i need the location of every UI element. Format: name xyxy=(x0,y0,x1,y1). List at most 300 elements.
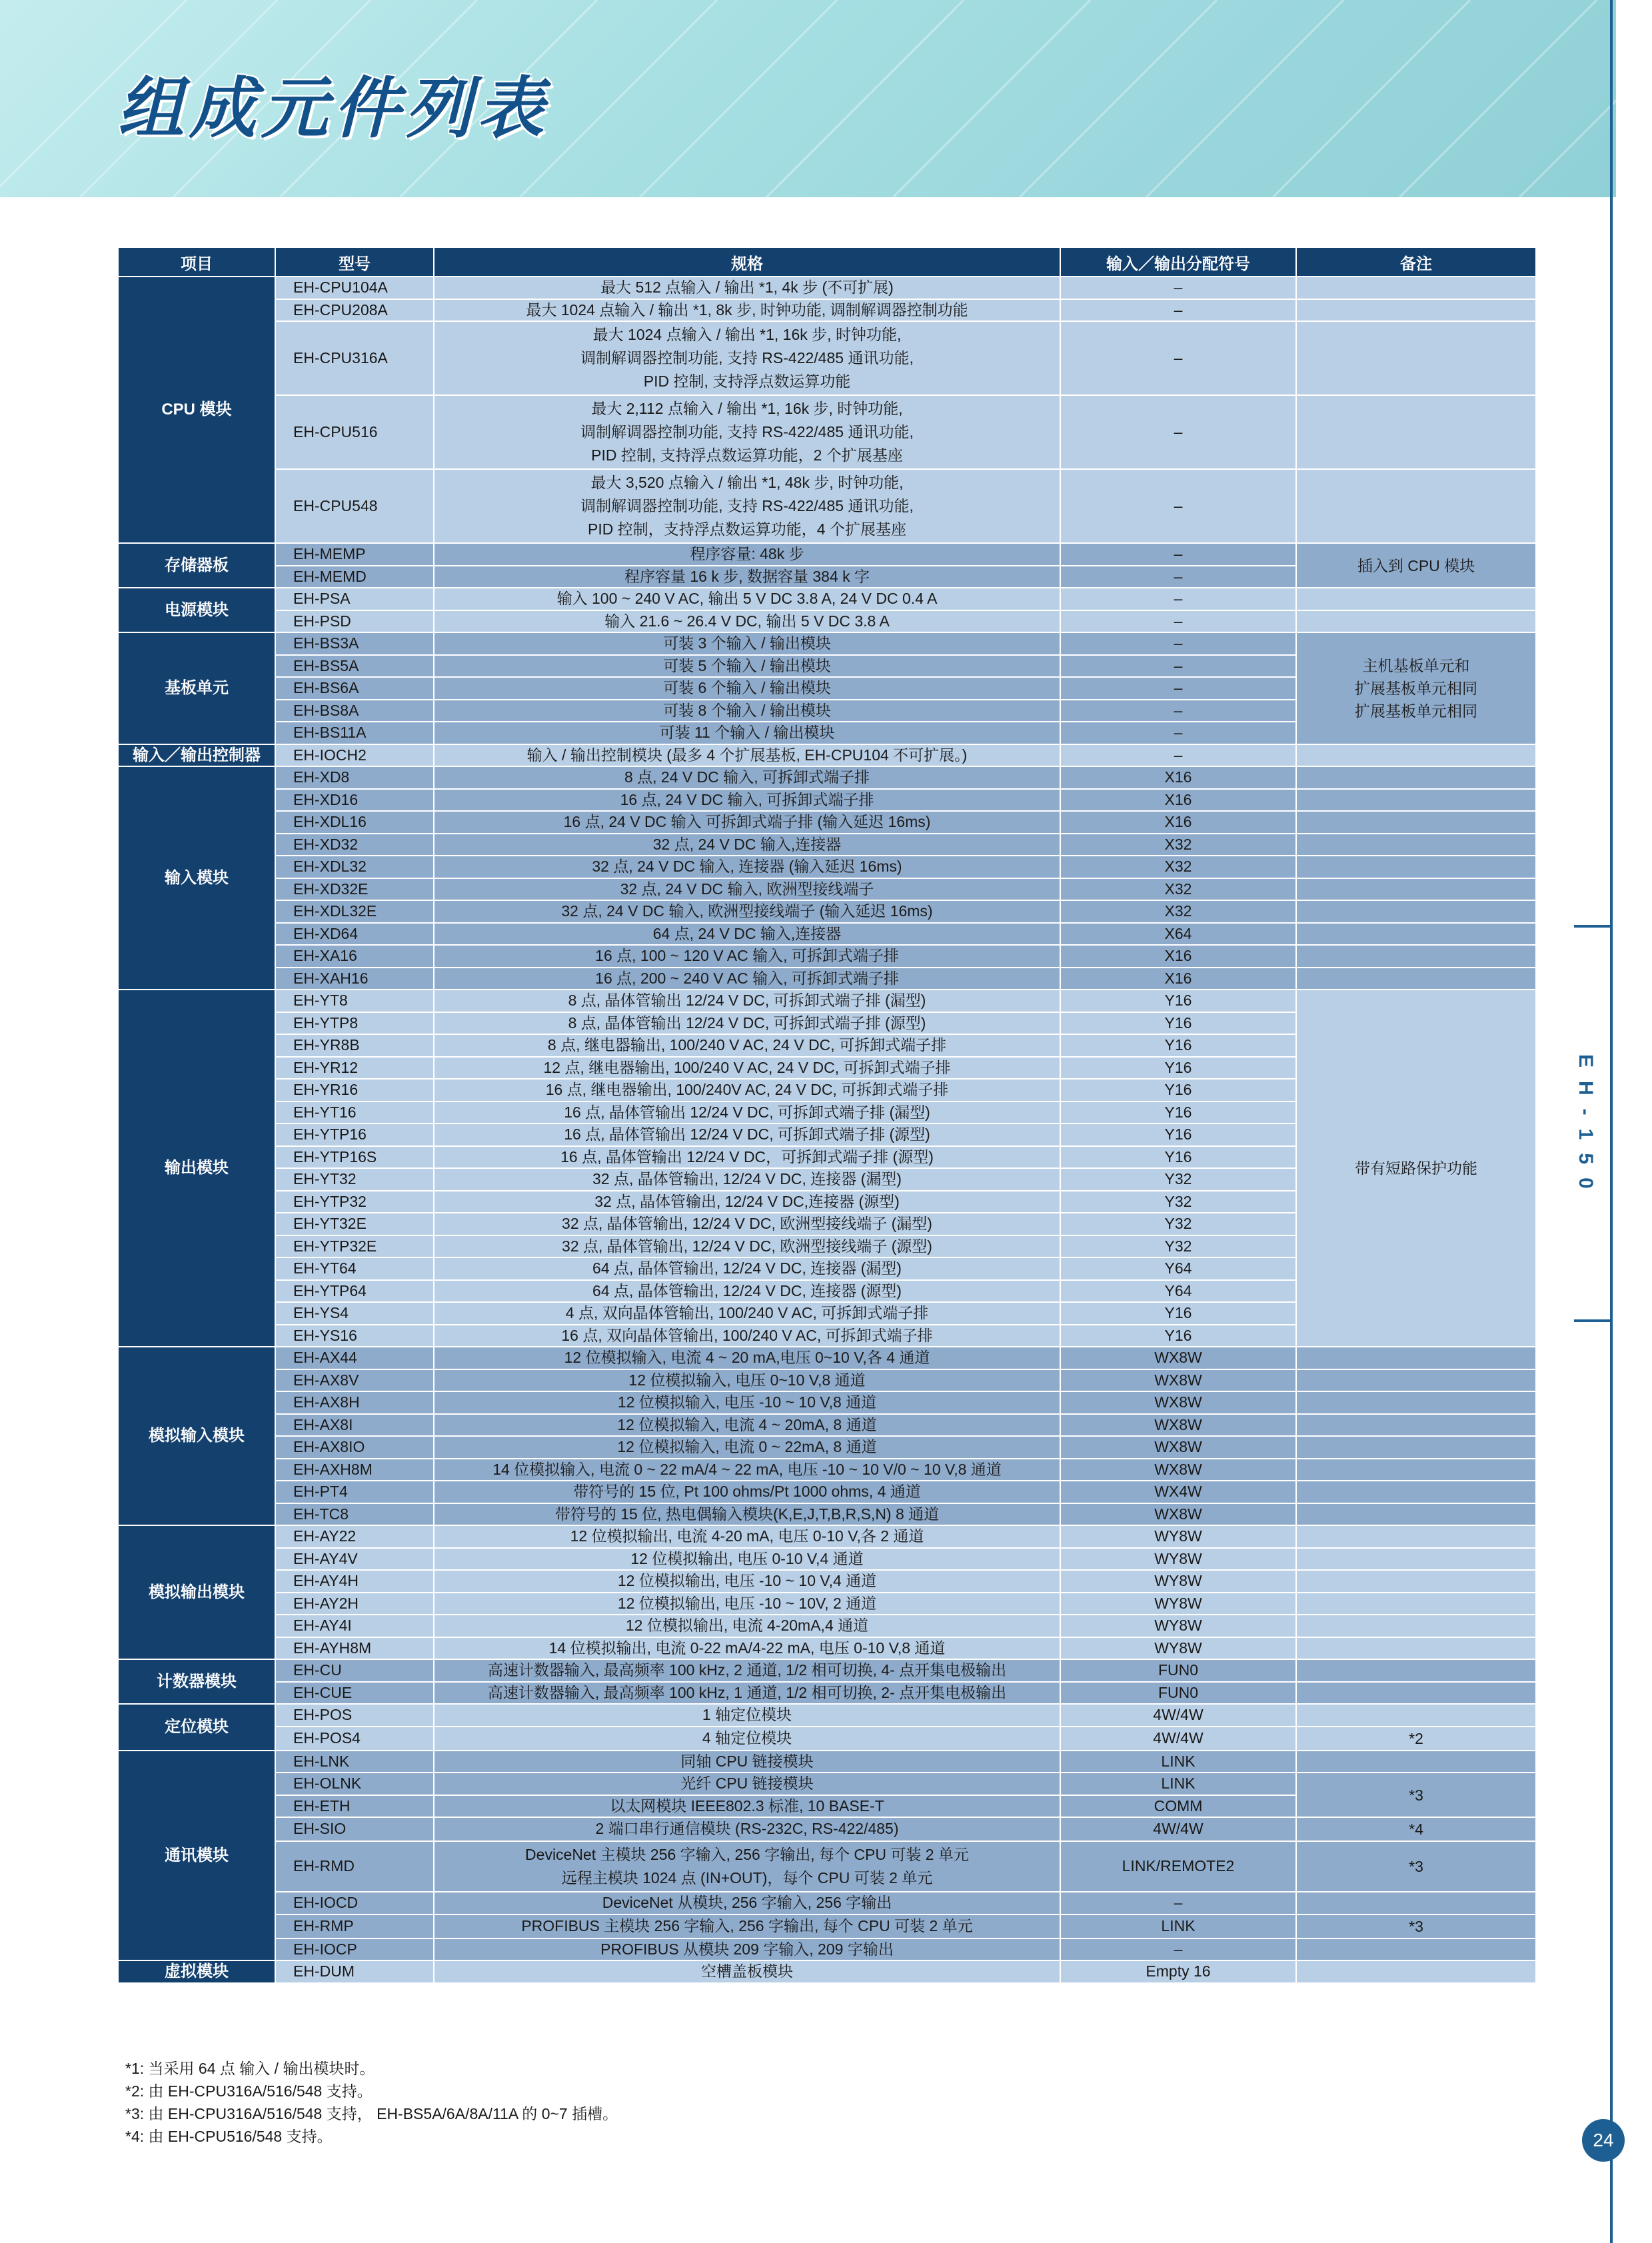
io-symbol-cell: FUN0 xyxy=(1060,1682,1296,1705)
io-symbol-cell: – xyxy=(1060,321,1296,395)
spec-cell: 16 点, 100 ~ 120 V AC 输入, 可拆卸式端子排 xyxy=(434,945,1060,968)
spec-cell: 最大 1024 点输入 / 输出 *1, 8k 步, 时钟功能, 调制解调器控制功能 xyxy=(434,299,1060,322)
io-symbol-cell: WY8W xyxy=(1060,1593,1296,1615)
model-cell: EH-YS4 xyxy=(275,1302,434,1325)
spec-cell: 12 位模拟输入, 电压 0~10 V,8 通道 xyxy=(434,1369,1060,1392)
remarks-cell xyxy=(1296,1391,1536,1414)
header-spec: 规格 xyxy=(434,247,1060,277)
table-row xyxy=(118,834,1536,856)
remarks-cell xyxy=(1296,900,1536,923)
spec-cell: 64 点, 24 V DC 输入,连接器 xyxy=(434,923,1060,946)
table-row xyxy=(118,1659,1536,1682)
io-symbol-cell: – xyxy=(1060,1892,1296,1914)
spec-cell: 12 位模拟输入, 电压 -10 ~ 10 V,8 通道 xyxy=(434,1391,1060,1414)
model-cell: EH-YTP32 xyxy=(275,1191,434,1213)
model-cell: EH-YTP16S xyxy=(275,1146,434,1169)
io-symbol-cell: LINK xyxy=(1060,1914,1296,1938)
remarks-cell xyxy=(1296,1459,1536,1481)
model-cell: EH-AX8H xyxy=(275,1391,434,1414)
io-symbol-cell: Y16 xyxy=(1060,990,1296,1012)
io-symbol-cell: X32 xyxy=(1060,900,1296,923)
io-symbol-cell: WX8W xyxy=(1060,1459,1296,1481)
remarks-cell: *2 xyxy=(1296,1727,1536,1751)
io-symbol-cell: – xyxy=(1060,1938,1296,1961)
spec-cell: 12 位模拟输入, 电流 4 ~ 20mA, 8 通道 xyxy=(434,1414,1060,1437)
io-symbol-cell: LINK xyxy=(1060,1773,1296,1795)
spec-cell: 可装 6 个输入 / 输出模块 xyxy=(434,677,1060,700)
table-row xyxy=(118,1960,1536,1983)
remarks-cell xyxy=(1296,395,1536,469)
io-symbol-cell: – xyxy=(1060,395,1296,469)
io-symbol-cell: WX8W xyxy=(1060,1369,1296,1392)
io-symbol-cell: Y16 xyxy=(1060,1034,1296,1057)
remarks-cell xyxy=(1296,1525,1536,1548)
model-cell: EH-PT4 xyxy=(275,1481,434,1503)
model-cell: EH-CPU316A xyxy=(275,321,434,395)
remarks-cell xyxy=(1296,834,1536,856)
io-symbol-cell: – xyxy=(1060,655,1296,678)
table-row xyxy=(118,1459,1536,1481)
spec-cell: 最大 2,112 点输入 / 输出 *1, 16k 步, 时钟功能, 调制解调器控制功能, 支持 RS-422/485 通讯功能, PID 控制, 支持浮点数运算功能，2 个扩展基座 xyxy=(434,395,1060,469)
table-row xyxy=(118,990,1536,1012)
header-remarks: 备注 xyxy=(1296,247,1536,277)
io-symbol-cell: Y32 xyxy=(1060,1191,1296,1213)
io-symbol-cell: Y16 xyxy=(1060,1079,1296,1102)
model-cell: EH-BS3A xyxy=(275,632,434,655)
io-symbol-cell: Y16 xyxy=(1060,1302,1296,1325)
io-symbol-cell: Y16 xyxy=(1060,1325,1296,1347)
io-symbol-cell: – xyxy=(1060,543,1296,566)
table-row xyxy=(118,1615,1536,1637)
model-cell: EH-CPU516 xyxy=(275,395,434,469)
spec-cell: DeviceNet 主模块 256 字输入, 256 字输出, 每个 CPU 可装 2 单元 远程主模块 1024 点 (IN+OUT)，每个 CPU 可装 2 单元 xyxy=(434,1841,1060,1892)
spec-cell: 8 点, 24 V DC 输入, 可拆卸式端子排 xyxy=(434,766,1060,789)
table-row xyxy=(118,1637,1536,1660)
table-row xyxy=(118,543,1536,566)
model-cell: EH-YTP64 xyxy=(275,1280,434,1303)
table-row xyxy=(118,811,1536,834)
remarks-cell xyxy=(1296,744,1536,767)
spec-cell: 4 点, 双向晶体管输出, 100/240 V AC, 可拆卸式端子排 xyxy=(434,1302,1060,1325)
header-io-symbol: 输入／输出分配符号 xyxy=(1060,247,1296,277)
table-row xyxy=(118,968,1536,990)
spec-cell: 12 位模拟输出, 电压 -10 ~ 10V, 2 通道 xyxy=(434,1593,1060,1615)
table-row xyxy=(118,1727,1536,1751)
spec-cell: 32 点, 晶体管输出, 12/24 V DC, 欧洲型接线端子 (源型) xyxy=(434,1235,1060,1258)
spec-cell: 2 端口串行通信模块 (RS-232C, RS-422/485) xyxy=(434,1817,1060,1841)
model-cell: EH-YTP32E xyxy=(275,1235,434,1258)
table-row xyxy=(118,1369,1536,1392)
model-cell: EH-AX8V xyxy=(275,1369,434,1392)
spec-cell: 32 点, 晶体管输出, 12/24 V DC,连接器 (源型) xyxy=(434,1191,1060,1213)
spec-cell: 以太网模块 IEEE802.3 标准, 10 BASE-T xyxy=(434,1795,1060,1818)
table-row xyxy=(118,588,1536,610)
model-cell: EH-YT32E xyxy=(275,1213,434,1235)
table-row xyxy=(118,878,1536,901)
table-row xyxy=(118,469,1536,543)
model-cell: EH-PSD xyxy=(275,610,434,633)
remarks-cell xyxy=(1296,1593,1536,1615)
spec-cell: 8 点, 继电器输出, 100/240 V AC, 24 V DC, 可拆卸式端子排 xyxy=(434,1034,1060,1057)
table-row xyxy=(118,766,1536,789)
model-cell: EH-XD32 xyxy=(275,834,434,856)
spec-cell: 14 位模拟输入, 电流 0 ~ 22 mA/4 ~ 22 mA, 电压 -10 ~ 10 V/0 ~ 10 V,8 通道 xyxy=(434,1459,1060,1481)
io-symbol-cell: – xyxy=(1060,277,1296,299)
table-row xyxy=(118,1773,1536,1795)
table-row xyxy=(118,945,1536,968)
io-symbol-cell: Y16 xyxy=(1060,1057,1296,1080)
spec-cell: 8 点, 晶体管输出 12/24 V DC, 可拆卸式端子排 (源型) xyxy=(434,1012,1060,1035)
remarks-cell xyxy=(1296,1369,1536,1392)
model-cell: EH-CPU548 xyxy=(275,469,434,543)
io-symbol-cell: – xyxy=(1060,632,1296,655)
model-cell: EH-YT32 xyxy=(275,1168,434,1191)
spec-cell: 最大 512 点输入 / 输出 *1, 4k 步 (不可扩展) xyxy=(434,277,1060,299)
table-row xyxy=(118,277,1536,299)
table-row xyxy=(118,900,1536,923)
spec-cell: 带符号的 15 位, 热电偶输入模块(K,E,J,T,B,R,S,N) 8 通道 xyxy=(434,1503,1060,1526)
io-symbol-cell: 4W/4W xyxy=(1060,1817,1296,1841)
spec-cell: 12 点, 继电器输出, 100/240 V AC, 24 V DC, 可拆卸式端子排 xyxy=(434,1057,1060,1080)
table-row xyxy=(118,610,1536,633)
remarks-cell xyxy=(1296,811,1536,834)
category-cell-com: 通讯模块 xyxy=(118,1751,275,1961)
io-symbol-cell: WX8W xyxy=(1060,1503,1296,1526)
remarks-cell xyxy=(1296,1659,1536,1682)
model-cell: EH-XD16 xyxy=(275,789,434,812)
remarks-cell xyxy=(1296,610,1536,633)
table-row xyxy=(118,1817,1536,1841)
spec-cell: 16 点, 24 V DC 输入, 可拆卸式端子排 xyxy=(434,789,1060,812)
model-cell: EH-TC8 xyxy=(275,1503,434,1526)
spec-cell: 光纤 CPU 链接模块 xyxy=(434,1773,1060,1795)
table-row xyxy=(118,1892,1536,1914)
spec-cell: 16 点, 继电器输出, 100/240V AC, 24 V DC, 可拆卸式端子排 xyxy=(434,1079,1060,1102)
io-symbol-cell: Y16 xyxy=(1060,1146,1296,1169)
remarks-cell xyxy=(1296,1436,1536,1459)
spec-cell: DeviceNet 从模块, 256 字输入, 256 字输出 xyxy=(434,1892,1060,1914)
table-row xyxy=(118,744,1536,767)
table-header-row xyxy=(118,247,1536,277)
io-symbol-cell: WY8W xyxy=(1060,1570,1296,1593)
model-cell: EH-YT8 xyxy=(275,990,434,1012)
model-cell: EH-SIO xyxy=(275,1817,434,1841)
spec-cell: 高速计数器输入, 最高频率 100 kHz, 2 通道, 1/2 相可切换, 4- 点开集电极输出 xyxy=(434,1659,1060,1682)
model-cell: EH-RMD xyxy=(275,1841,434,1892)
table-row xyxy=(118,1481,1536,1503)
spec-cell: 可装 5 个输入 / 输出模块 xyxy=(434,655,1060,678)
remarks-cell xyxy=(1296,968,1536,990)
category-cell-base: 基板单元 xyxy=(118,632,275,744)
table-body xyxy=(118,277,1536,1983)
spec-cell: 16 点, 双向晶体管输出, 100/240 V AC, 可拆卸式端子排 xyxy=(434,1325,1060,1347)
category-cell-inp: 输入模块 xyxy=(118,766,275,990)
model-cell: EH-ETH xyxy=(275,1795,434,1818)
table-row xyxy=(118,1503,1536,1526)
table-row xyxy=(118,856,1536,878)
io-symbol-cell: X32 xyxy=(1060,856,1296,878)
io-symbol-cell: WX8W xyxy=(1060,1391,1296,1414)
spec-cell: 输入 21.6 ~ 26.4 V DC, 输出 5 V DC 3.8 A xyxy=(434,610,1060,633)
remarks-cell xyxy=(1296,878,1536,901)
model-cell: EH-AY4I xyxy=(275,1615,434,1637)
footnote-3: *3: 由 EH-CPU316A/516/548 支持， EH-BS5A/6A/8A/11A 的 0~7 插槽。 xyxy=(125,2105,618,2122)
model-cell: EH-XDL32E xyxy=(275,900,434,923)
category-cell-ain: 模拟输入模块 xyxy=(118,1347,275,1525)
remarks-cell xyxy=(1296,1892,1536,1914)
remarks-cell xyxy=(1296,923,1536,946)
spec-cell: 32 点, 24 V DC 输入,连接器 xyxy=(434,834,1060,856)
category-cell-pos: 定位模块 xyxy=(118,1704,275,1751)
io-symbol-cell: X16 xyxy=(1060,789,1296,812)
model-cell: EH-AY22 xyxy=(275,1525,434,1548)
model-cell: EH-YTP8 xyxy=(275,1012,434,1035)
remarks-cell xyxy=(1296,856,1536,878)
model-cell: EH-AX44 xyxy=(275,1347,434,1369)
spec-cell: 14 位模拟输出, 电流 0-22 mA/4-22 mA, 电压 0-10 V,8 通道 xyxy=(434,1637,1060,1660)
footnote-1: *1: 当采用 64 点 输入 / 输出模块时。 xyxy=(125,2060,375,2077)
io-symbol-cell: WX4W xyxy=(1060,1481,1296,1503)
spec-cell: 64 点, 晶体管输出, 12/24 V DC, 连接器 (漏型) xyxy=(434,1257,1060,1280)
remarks-cell: 插入到 CPU 模块 xyxy=(1296,543,1536,588)
remarks-cell xyxy=(1296,469,1536,543)
table-row xyxy=(118,1751,1536,1773)
io-symbol-cell: – xyxy=(1060,610,1296,633)
remarks-cell xyxy=(1296,1704,1536,1727)
remarks-cell: 带有短路保护功能 xyxy=(1296,990,1536,1347)
model-cell: EH-CUE xyxy=(275,1682,434,1705)
io-symbol-cell: – xyxy=(1060,744,1296,767)
model-cell: EH-XAH16 xyxy=(275,968,434,990)
io-symbol-cell: Y16 xyxy=(1060,1123,1296,1146)
io-symbol-cell: Y64 xyxy=(1060,1280,1296,1303)
model-cell: EH-YR12 xyxy=(275,1057,434,1080)
model-cell: EH-IOCH2 xyxy=(275,744,434,767)
model-cell: EH-BS11A xyxy=(275,722,434,744)
page-title: 组成元件列表 xyxy=(117,71,549,146)
io-symbol-cell: X32 xyxy=(1060,878,1296,901)
io-symbol-cell: – xyxy=(1060,566,1296,588)
model-cell: EH-PSA xyxy=(275,588,434,610)
table-row xyxy=(118,1548,1536,1571)
category-cell-aout: 模拟输出模块 xyxy=(118,1525,275,1659)
table-row xyxy=(118,789,1536,812)
spec-cell: 输入 / 输出控制模块 (最多 4 个扩展基板, EH-CPU104 不可扩展。) xyxy=(434,744,1060,767)
spec-cell: 32 点, 24 V DC 输入, 欧洲型接线端子 (输入延迟 16ms) xyxy=(434,900,1060,923)
model-cell: EH-IOCP xyxy=(275,1938,434,1961)
component-table xyxy=(117,247,1537,1984)
io-symbol-cell: X16 xyxy=(1060,766,1296,789)
table-row xyxy=(118,321,1536,395)
model-cell: EH-AX8IO xyxy=(275,1436,434,1459)
spec-cell: 12 位模拟输入, 电流 0 ~ 22mA, 8 通道 xyxy=(434,1436,1060,1459)
model-cell: EH-XDL16 xyxy=(275,811,434,834)
remarks-cell xyxy=(1296,1960,1536,1983)
remarks-cell xyxy=(1296,766,1536,789)
remarks-cell xyxy=(1296,1503,1536,1526)
io-symbol-cell: Y64 xyxy=(1060,1257,1296,1280)
model-cell: EH-AY4H xyxy=(275,1570,434,1593)
remarks-cell xyxy=(1296,321,1536,395)
model-cell: EH-OLNK xyxy=(275,1773,434,1795)
model-cell: EH-CU xyxy=(275,1659,434,1682)
category-cell-mem: 存储器板 xyxy=(118,543,275,588)
model-cell: EH-YT64 xyxy=(275,1257,434,1280)
spec-cell: 同轴 CPU 链接模块 xyxy=(434,1751,1060,1773)
model-cell: EH-BS5A xyxy=(275,655,434,678)
io-symbol-cell: WY8W xyxy=(1060,1548,1296,1571)
remarks-cell xyxy=(1296,588,1536,610)
io-symbol-cell: – xyxy=(1060,588,1296,610)
spec-cell: 16 点, 晶体管输出 12/24 V DC, 可拆卸式端子排 (源型) xyxy=(434,1123,1060,1146)
category-cell-cpu: CPU 模块 xyxy=(118,277,275,543)
model-cell: EH-AY2H xyxy=(275,1593,434,1615)
table-row xyxy=(118,1914,1536,1938)
io-symbol-cell: Y16 xyxy=(1060,1102,1296,1124)
spec-cell: 16 点, 200 ~ 240 V AC 输入, 可拆卸式端子排 xyxy=(434,968,1060,990)
model-cell: EH-LNK xyxy=(275,1751,434,1773)
io-symbol-cell: WY8W xyxy=(1060,1525,1296,1548)
table-row xyxy=(118,395,1536,469)
io-symbol-cell: X16 xyxy=(1060,968,1296,990)
remarks-cell: *3 xyxy=(1296,1841,1536,1892)
remarks-cell: *4 xyxy=(1296,1817,1536,1841)
spec-cell: 32 点, 晶体管输出, 12/24 V DC, 连接器 (漏型) xyxy=(434,1168,1060,1191)
io-symbol-cell: – xyxy=(1060,722,1296,744)
io-symbol-cell: COMM xyxy=(1060,1795,1296,1818)
model-cell: EH-BS8A xyxy=(275,700,434,722)
category-cell-out: 输出模块 xyxy=(118,990,275,1347)
io-symbol-cell: – xyxy=(1060,299,1296,322)
spec-cell: 32 点, 晶体管输出, 12/24 V DC, 欧洲型接线端子 (漏型) xyxy=(434,1213,1060,1235)
spec-cell: 输入 100 ~ 240 V AC, 输出 5 V DC 3.8 A, 24 V DC 0.4 A xyxy=(434,588,1060,610)
spec-cell: PROFIBUS 从模块 209 字输入, 209 字输出 xyxy=(434,1938,1060,1961)
model-cell: EH-XD8 xyxy=(275,766,434,789)
spec-cell: 32 点, 24 V DC 输入, 欧洲型接线端子 xyxy=(434,878,1060,901)
spec-cell: 12 位模拟输出, 电压 0-10 V,4 通道 xyxy=(434,1548,1060,1571)
remarks-cell: 主机基板单元和 扩展基板单元相同 扩展基板单元相同 xyxy=(1296,632,1536,744)
model-cell: EH-XD32E xyxy=(275,878,434,901)
io-symbol-cell: X16 xyxy=(1060,945,1296,968)
spec-cell: 12 位模拟输出, 电压 -10 ~ 10 V,4 通道 xyxy=(434,1570,1060,1593)
table-row xyxy=(118,1347,1536,1369)
model-cell: EH-IOCD xyxy=(275,1892,434,1914)
model-cell: EH-DUM xyxy=(275,1960,434,1983)
io-symbol-cell: LINK/REMOTE2 xyxy=(1060,1841,1296,1892)
table-row xyxy=(118,632,1536,655)
remarks-cell xyxy=(1296,789,1536,812)
model-cell: EH-RMP xyxy=(275,1914,434,1938)
spec-cell: PROFIBUS 主模块 256 字输入, 256 字输出, 每个 CPU 可装 2 单元 xyxy=(434,1914,1060,1938)
model-cell: EH-XDL32 xyxy=(275,856,434,878)
model-cell: EH-YT16 xyxy=(275,1102,434,1124)
table-row xyxy=(118,1593,1536,1615)
model-cell: EH-AX8I xyxy=(275,1414,434,1437)
spec-cell: 4 轴定位模块 xyxy=(434,1727,1060,1751)
side-tab-label: EH-150 xyxy=(1575,1054,1597,1202)
model-cell: EH-AYH8M xyxy=(275,1637,434,1660)
io-symbol-cell: – xyxy=(1060,677,1296,700)
model-cell: EH-YR16 xyxy=(275,1079,434,1102)
page-number: 24 xyxy=(1582,2119,1625,2162)
table-row xyxy=(118,1414,1536,1437)
model-cell: EH-AXH8M xyxy=(275,1459,434,1481)
model-cell: EH-POS4 xyxy=(275,1727,434,1751)
remarks-cell: *3 xyxy=(1296,1914,1536,1938)
category-cell-psu: 电源模块 xyxy=(118,588,275,632)
table-row xyxy=(118,1391,1536,1414)
table-row xyxy=(118,1436,1536,1459)
spec-cell: 带符号的 15 位, Pt 100 ohms/Pt 1000 ohms, 4 通道 xyxy=(434,1481,1060,1503)
spec-cell: 32 点, 24 V DC 输入, 连接器 (输入延迟 16ms) xyxy=(434,856,1060,878)
io-symbol-cell: WY8W xyxy=(1060,1637,1296,1660)
io-symbol-cell: WY8W xyxy=(1060,1615,1296,1637)
table-row xyxy=(118,1525,1536,1548)
remarks-cell xyxy=(1296,1570,1536,1593)
io-symbol-cell: WX8W xyxy=(1060,1414,1296,1437)
spec-cell: 8 点, 晶体管输出 12/24 V DC, 可拆卸式端子排 (漏型) xyxy=(434,990,1060,1012)
footnote-2: *2: 由 EH-CPU316A/516/548 支持。 xyxy=(125,2082,373,2100)
spec-cell: 12 位模拟输入, 电流 4 ~ 20 mA,电压 0~10 V,各 4 通道 xyxy=(434,1347,1060,1369)
io-symbol-cell: X64 xyxy=(1060,923,1296,946)
spec-cell: 16 点, 晶体管输出 12/24 V DC，可拆卸式端子排 (源型) xyxy=(434,1146,1060,1169)
io-symbol-cell: WX8W xyxy=(1060,1436,1296,1459)
remarks-cell xyxy=(1296,1637,1536,1660)
io-symbol-cell: X16 xyxy=(1060,811,1296,834)
io-symbol-cell: 4W/4W xyxy=(1060,1727,1296,1751)
spec-cell: 可装 11 个输入 / 输出模块 xyxy=(434,722,1060,744)
model-cell: EH-CPU104A xyxy=(275,277,434,299)
spec-cell: 高速计数器输入, 最高频率 100 kHz, 1 通道, 1/2 相可切换, 2- 点开集电极输出 xyxy=(434,1682,1060,1705)
remarks-cell xyxy=(1296,299,1536,322)
model-cell: EH-XD64 xyxy=(275,923,434,946)
model-cell: EH-YS16 xyxy=(275,1325,434,1347)
io-symbol-cell: Empty 16 xyxy=(1060,1960,1296,1983)
remarks-cell xyxy=(1296,945,1536,968)
model-cell: EH-AY4V xyxy=(275,1548,434,1571)
table-row xyxy=(118,299,1536,322)
io-symbol-cell: X32 xyxy=(1060,834,1296,856)
io-symbol-cell: Y32 xyxy=(1060,1168,1296,1191)
io-symbol-cell: LINK xyxy=(1060,1751,1296,1773)
io-symbol-cell: – xyxy=(1060,469,1296,543)
remarks-cell xyxy=(1296,1347,1536,1369)
spec-cell: 程序容量: 48k 步 xyxy=(434,543,1060,566)
spec-cell: 12 位模拟输出, 电流 4-20 mA, 电压 0-10 V,各 2 通道 xyxy=(434,1525,1060,1548)
footnote-4: *4: 由 EH-CPU516/548 支持。 xyxy=(125,2128,333,2145)
spec-cell: 16 点, 晶体管输出 12/24 V DC, 可拆卸式端子排 (漏型) xyxy=(434,1102,1060,1124)
header-model: 型号 xyxy=(275,247,434,277)
table-row xyxy=(118,1570,1536,1593)
spec-cell: 64 点, 晶体管输出, 12/24 V DC, 连接器 (源型) xyxy=(434,1280,1060,1303)
header-item: 项目 xyxy=(118,247,275,277)
table-row xyxy=(118,1841,1536,1892)
io-symbol-cell: 4W/4W xyxy=(1060,1704,1296,1727)
io-symbol-cell: Y16 xyxy=(1060,1012,1296,1035)
spec-cell: 12 位模拟输出, 电流 4-20mA,4 通道 xyxy=(434,1615,1060,1637)
io-symbol-cell: Y32 xyxy=(1060,1235,1296,1258)
model-cell: EH-POS xyxy=(275,1704,434,1727)
model-cell: EH-MEMD xyxy=(275,566,434,588)
io-symbol-cell: – xyxy=(1060,700,1296,722)
model-cell: EH-CPU208A xyxy=(275,299,434,322)
model-cell: EH-YR8B xyxy=(275,1034,434,1057)
spec-cell: 16 点, 24 V DC 输入 可拆卸式端子排 (输入延迟 16ms) xyxy=(434,811,1060,834)
table-row xyxy=(118,923,1536,946)
model-cell: EH-MEMP xyxy=(275,543,434,566)
spec-cell: 空槽盖板模块 xyxy=(434,1960,1060,1983)
model-cell: EH-XA16 xyxy=(275,945,434,968)
